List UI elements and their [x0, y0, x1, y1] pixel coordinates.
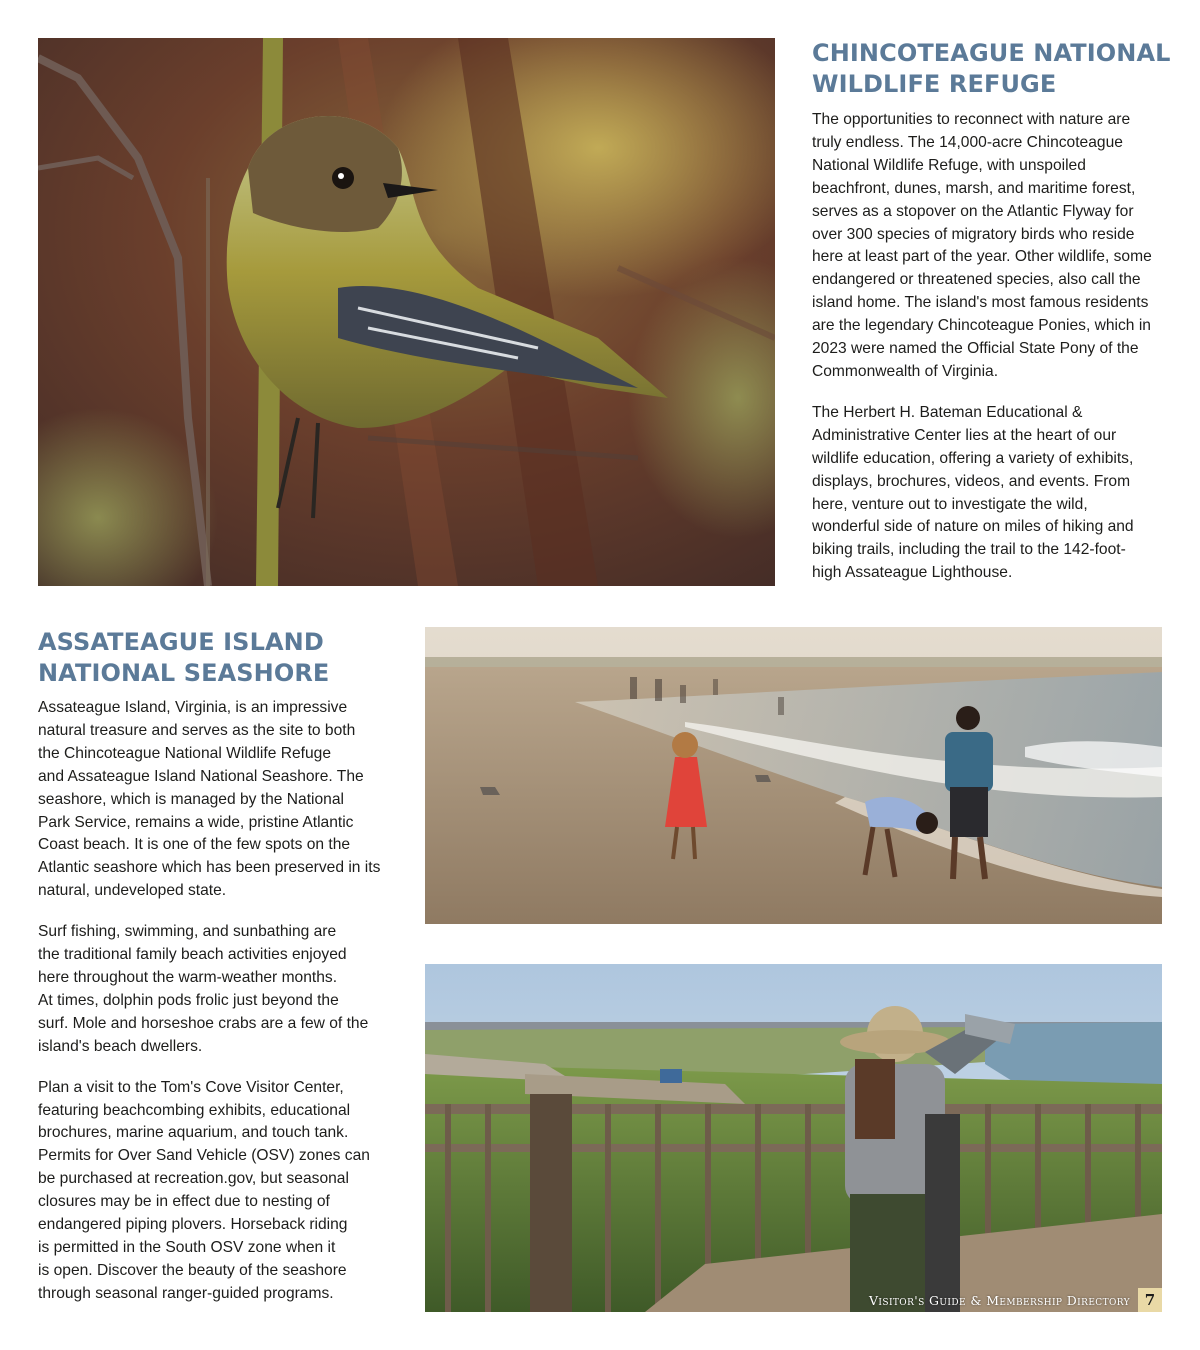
text-line: The Herbert H. Bateman Educational & — [812, 403, 1083, 421]
text-line: over 300 species of migratory birds who reside — [812, 225, 1135, 243]
text-line: endangered or threatened species, also call the — [812, 271, 1141, 289]
text-line: high Assateague Lighthouse. — [812, 564, 1013, 582]
text-line: brochures, marine aquarium, and touch tank. — [38, 1124, 349, 1142]
text-line: here, venture out to investigate the wild, — [812, 495, 1088, 513]
seashore-text — [38, 697, 380, 1324]
text-line: Permits for Over Sand Vehicle (OSV) zones can — [38, 1147, 370, 1165]
text-line: beachfront, dunes, marsh, and maritime forest, — [812, 179, 1136, 197]
text-line: wildlife education, offering a variety of exhibits, — [812, 449, 1134, 467]
text-line: featuring beachcombing exhibits, educational — [38, 1101, 351, 1119]
text-line: is permitted in the South OSV zone when it — [38, 1238, 336, 1256]
page-footer — [826, 1288, 1162, 1312]
text-line: are the legendary Chincoteague Ponies, which in — [812, 317, 1151, 335]
text-line: seashore, which is managed by the National — [38, 790, 344, 808]
seashore-heading — [38, 627, 329, 689]
refuge-heading — [812, 38, 1171, 100]
seashore-paragraph-1 — [38, 697, 380, 903]
seashore-paragraph-2 — [38, 921, 380, 1058]
beach-children-photo — [425, 627, 1162, 924]
text-line: the Chincoteague National Wildlife Refuge — [38, 744, 331, 762]
text-line: here at least part of the year. Other wildlife, some — [812, 248, 1152, 266]
text-line: the traditional family beach activities enjoyed — [38, 946, 347, 964]
text-line: through seasonal ranger-guided programs. — [38, 1284, 334, 1302]
refuge-paragraph-1 — [812, 109, 1152, 384]
text-line: surf. Mole and horseshoe crabs are a few of the — [38, 1014, 369, 1032]
refuge-heading-line: WILDLIFE REFUGE — [812, 70, 1057, 98]
text-line: is open. Discover the beauty of the seashore — [38, 1261, 347, 1279]
seashore-heading-line: ASSATEAGUE ISLAND — [38, 628, 324, 656]
text-line: Surf fishing, swimming, and sunbathing are — [38, 923, 337, 941]
text-line: Coast beach. It is one of the few spots on the — [38, 836, 351, 854]
text-line: endangered piping plovers. Horseback riding — [38, 1216, 348, 1234]
ranger-boardwalk-photo — [425, 964, 1162, 1312]
text-line: serves as a stopover on the Atlantic Flyway for — [812, 202, 1134, 220]
refuge-text — [812, 109, 1152, 603]
text-line: The opportunities to reconnect with nature are — [812, 111, 1131, 128]
page-number: 7 — [1138, 1288, 1162, 1312]
text-line: wonderful side of nature on miles of hiking and — [812, 518, 1134, 536]
text-line: displays, brochures, videos, and events. From — [812, 472, 1131, 490]
text-line: island home. The island's most famous residents — [812, 294, 1149, 312]
text-line: 2023 were named the Official State Pony of the — [812, 340, 1139, 358]
refuge-paragraph-2 — [812, 402, 1152, 585]
text-line: National Wildlife Refuge, with unspoiled — [812, 156, 1086, 174]
seashore-heading-line: NATIONAL SEASHORE — [38, 659, 330, 687]
text-line: natural, undeveloped state. — [38, 882, 227, 900]
warbler-photo — [38, 38, 775, 586]
refuge-heading-line: CHINCOTEAGUE NATIONAL — [812, 39, 1171, 67]
text-line: be purchased at recreation.gov, but seasonal — [38, 1170, 349, 1188]
text-line: Park Service, remains a wide, pristine Atlantic — [38, 813, 354, 831]
text-line: Assateague Island, Virginia, is an impressive — [38, 699, 348, 716]
text-line: island's beach dwellers. — [38, 1037, 203, 1055]
text-line: truly endless. The 14,000-acre Chincoteague — [812, 133, 1123, 151]
text-line: natural treasure and serves as the site to both — [38, 721, 356, 739]
text-line: biking trails, including the trail to the 142-foot- — [812, 541, 1126, 559]
text-line: Administrative Center lies at the heart of our — [812, 426, 1117, 444]
text-line: here throughout the warm-weather months. — [38, 968, 338, 986]
text-line: Commonwealth of Virginia. — [812, 362, 999, 380]
text-line: Atlantic seashore which has been preserved in its — [38, 859, 381, 877]
seashore-paragraph-3 — [38, 1077, 380, 1306]
text-line: and Assateague Island National Seashore. The — [38, 767, 364, 785]
text-line: closures may be in effect due to nesting of — [38, 1193, 330, 1211]
publication-title: Visitor's Guide & Membership Directory — [869, 1292, 1130, 1308]
text-line: Plan a visit to the Tom's Cove Visitor Center, — [38, 1078, 344, 1096]
text-line: At times, dolphin pods frolic just beyond the — [38, 991, 339, 1009]
